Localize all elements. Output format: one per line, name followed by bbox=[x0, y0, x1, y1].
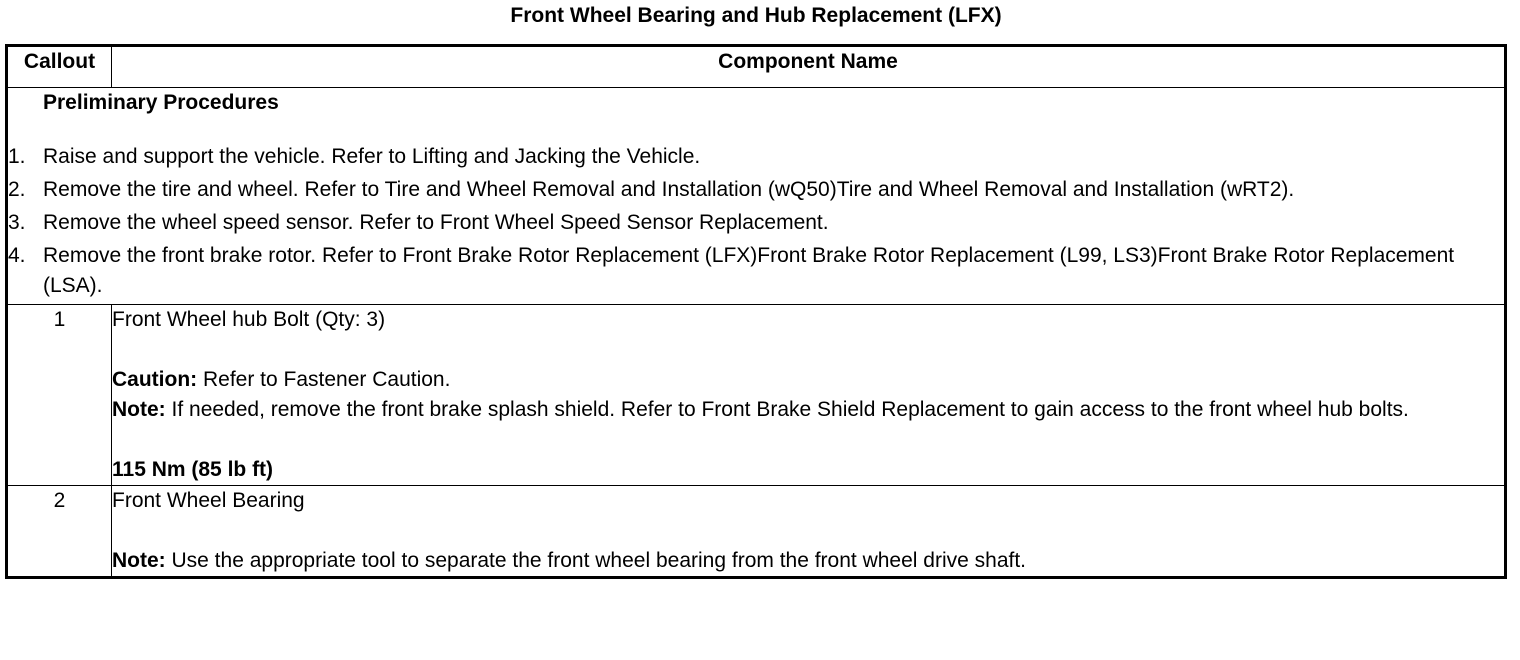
caution-label: Caution: bbox=[112, 368, 198, 391]
step-number: 3. bbox=[8, 211, 26, 234]
preliminary-step bbox=[8, 175, 1504, 205]
callout-number: 1 bbox=[7, 305, 112, 486]
preliminary-cell bbox=[7, 88, 1506, 305]
caution-line bbox=[112, 365, 1504, 395]
note-line bbox=[112, 546, 1504, 576]
note-label: Note: bbox=[112, 398, 166, 421]
preliminary-row bbox=[7, 88, 1506, 305]
procedure-table bbox=[5, 44, 1507, 579]
preliminary-step bbox=[8, 142, 1504, 172]
step-number: 1. bbox=[8, 145, 26, 168]
note-text: If needed, remove the front brake splash shield. Refer to Front Brake Shield Replacement to gain access to the front wheel hub bolts. bbox=[165, 398, 1409, 421]
step-text: Remove the wheel speed sensor. Refer to Front Wheel Speed Sensor Replacement. bbox=[43, 211, 829, 234]
component-name: Front Wheel Bearing bbox=[112, 489, 305, 512]
header-component-name: Component Name bbox=[112, 46, 1506, 88]
component-name: Front Wheel hub Bolt (Qty: 3) bbox=[112, 308, 386, 331]
preliminary-step bbox=[8, 241, 1504, 301]
step-text: Remove the tire and wheel. Refer to Tire and Wheel Removal and Installation (wQ50)Tire and Wheel Removal and Installation (wRT2). bbox=[43, 178, 1295, 201]
callout-number: 2 bbox=[7, 486, 112, 578]
torque-spec: 115 Nm (85 lb ft) bbox=[112, 458, 274, 481]
table-row bbox=[7, 486, 1506, 578]
step-number: 4. bbox=[8, 244, 26, 267]
preliminary-step bbox=[8, 208, 1504, 238]
header-callout: Callout bbox=[7, 46, 112, 88]
step-text: Remove the front brake rotor. Refer to Front Brake Rotor Replacement (LFX)Front Brake Rotor Replacement (L99, LS3)Front Brake Rotor Replacement (LSA). bbox=[43, 244, 1455, 297]
step-text: Raise and support the vehicle. Refer to Lifting and Jacking the Vehicle. bbox=[43, 145, 701, 168]
note-label: Note: bbox=[112, 549, 166, 572]
note-text: Use the appropriate tool to separate the front wheel bearing from the front wheel drive shaft. bbox=[165, 549, 1026, 572]
preliminary-heading: Preliminary Procedures bbox=[43, 91, 279, 114]
table-row bbox=[7, 305, 1506, 486]
component-cell bbox=[112, 486, 1506, 578]
preliminary-steps bbox=[8, 142, 1504, 301]
step-number: 2. bbox=[8, 178, 26, 201]
table-header-row bbox=[7, 46, 1506, 88]
note-line bbox=[112, 395, 1504, 425]
page-title: Front Wheel Bearing and Hub Replacement (LFX) bbox=[510, 4, 1002, 27]
caution-text: Refer to Fastener Caution. bbox=[197, 368, 451, 391]
component-cell bbox=[112, 305, 1506, 486]
